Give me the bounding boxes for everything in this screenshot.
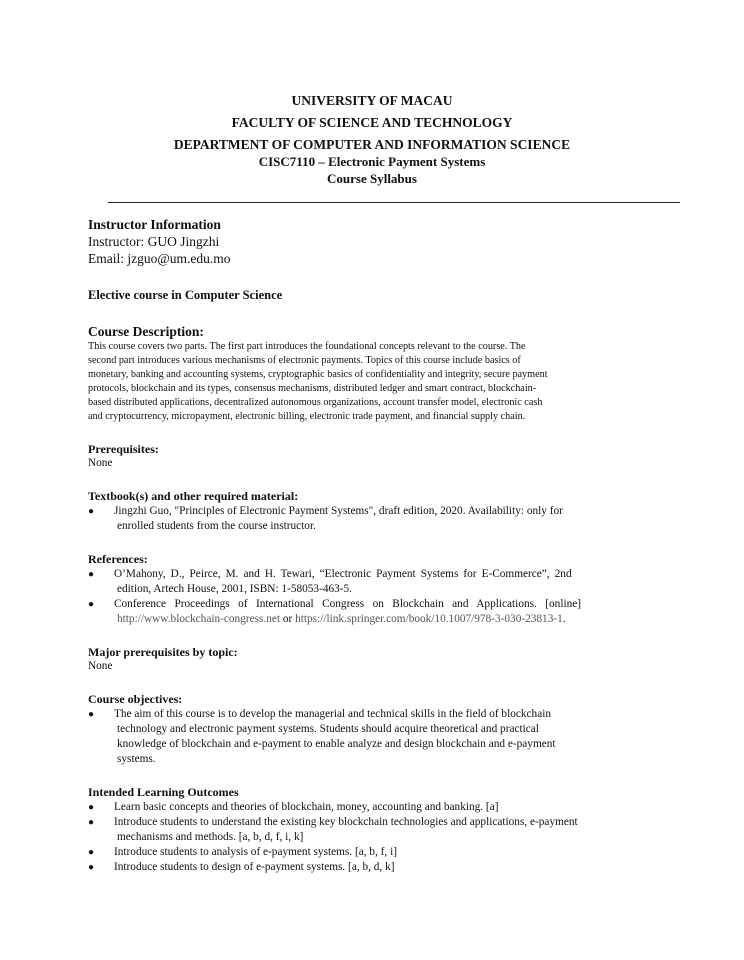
instructor-section [88,216,666,267]
objective-line: knowledge of blockchain and e-payment to enable analyze and design blockchain and e-payment [117,737,556,750]
bullet-icon: ● [88,568,95,580]
description-line: This course covers two parts. The first part introduces the foundational concepts relevant to the course. The [88,341,526,352]
description-heading: Course Description: [88,324,204,339]
list-item [88,567,666,597]
outcome-line: mechanisms and methods. [a, b, d, f, i, k] [117,830,304,843]
description-line: protocols, blockchain and its types, consensus mechanisms, distributed ledger and smart contract, blockchain- [88,383,537,394]
reference-line: Conference Proceedings of International Congress on Blockchain and Applications. [online] [114,597,582,610]
objectives-section [88,692,666,767]
reference-links [114,612,666,627]
university-name: UNIVERSITY OF MACAU [291,93,453,108]
department-name: DEPARTMENT OF COMPUTER AND INFORMATION SCIENCE [173,137,571,152]
doc-type-title [0,170,744,187]
reference-end: . [562,612,566,625]
outcomes-list [88,800,666,875]
description-line: based distributed applications, decentralized autonomous organizations, account transfer model, electronic cash [88,397,543,408]
list-item [88,800,666,815]
major-prereq-value: None [88,659,113,672]
description-line: monetary, banking and accounting systems, cryptographic basics of confidentiality and integrity, secure payment [88,369,548,380]
instructor-name: Instructor: GUO Jingzhi [88,234,220,249]
springer-link[interactable]: https://link.springer.com/book/10.1007/978-3-030-23813-1 [295,612,563,625]
description-section [88,323,666,424]
list-item [88,845,666,860]
major-prereq-heading: Major prerequisites by topic: [88,644,238,659]
textbook-line: enrolled students from the course instructor. [117,519,316,532]
list-item [88,707,666,767]
bullet-icon: ● [88,846,95,858]
references-section [88,552,666,627]
objective-line: technology and electronic payment systems. Students should acquire theoretical and practical [117,722,539,735]
list-item [88,860,666,875]
elective-heading: Elective course in Computer Science [88,288,283,302]
reference-or: or [280,612,296,625]
outcome-line: Introduce students to understand the existing key blockchain technologies and applications, e-payment [114,815,578,828]
course-title [0,153,744,170]
outcomes-heading: Intended Learning Outcomes [88,784,239,799]
list-item [88,504,666,534]
references-heading: References: [88,551,148,566]
objectives-list [88,707,666,767]
outcome-line: Introduce students to analysis of e-payment systems. [a, b, f, i] [114,845,397,858]
instructor-email: Email: jzguo@um.edu.mo [88,251,231,266]
syllabus-body [88,216,666,875]
outcomes-section [88,785,666,875]
prerequisites-value: None [88,457,113,469]
textbooks-list [88,504,666,534]
objective-line: systems. [117,752,156,765]
description-body [88,340,666,424]
bullet-icon: ● [88,505,95,517]
objective-line: The aim of this course is to develop the managerial and technical skills in the field of blockchain [114,707,551,720]
reference-line: O’Mahony, D., Peirce, M. and H. Tewari, “Electronic Payment Systems for E-Commerce”, 2nd [114,567,572,580]
faculty-name: FACULTY OF SCIENCE AND TECHNOLOGY [231,115,513,130]
objectives-heading: Course objectives: [88,691,183,706]
major-prereq-section [88,645,666,674]
bullet-icon: ● [88,801,95,813]
bullet-icon: ● [88,816,95,828]
list-item [88,597,666,627]
doc-type: Course Syllabus [327,171,417,186]
outcome-line: Learn basic concepts and theories of blockchain, money, accounting and banking. [a] [114,800,499,813]
description-line: second part introduces various mechanisms of electronic payments. Topics of this course include basics of [88,355,521,366]
congress-link[interactable]: http://www.blockchain-congress.net [117,612,281,625]
textbooks-heading: Textbook(s) and other required material: [88,488,299,503]
references-list [88,567,666,627]
bullet-icon: ● [88,708,95,720]
description-line: and cryptocurrency, micropayment, electronic billing, electronic trade payment, and financial supply chain. [88,411,526,422]
university-title [0,90,744,112]
instructor-heading: Instructor Information [88,217,221,232]
outcome-line: Introduce students to design of e-payment systems. [a, b, d, k] [114,860,395,873]
bullet-icon: ● [88,598,95,610]
textbook-line: Jingzhi Guo, "Principles of Electronic Payment Systems", draft edition, 2020. Availability: only for [114,504,563,517]
list-item [88,815,666,845]
reference-line: edition, Artech House, 2001, ISBN: 1-58053-463-5. [117,582,353,595]
header-divider [108,202,680,203]
prerequisites-section [88,442,666,471]
textbooks-section [88,489,666,534]
prerequisites-heading: Prerequisites: [88,442,159,456]
faculty-title [0,112,744,134]
course-code-name: CISC7110 – Electronic Payment Systems [258,154,486,169]
bullet-icon: ● [88,861,95,873]
